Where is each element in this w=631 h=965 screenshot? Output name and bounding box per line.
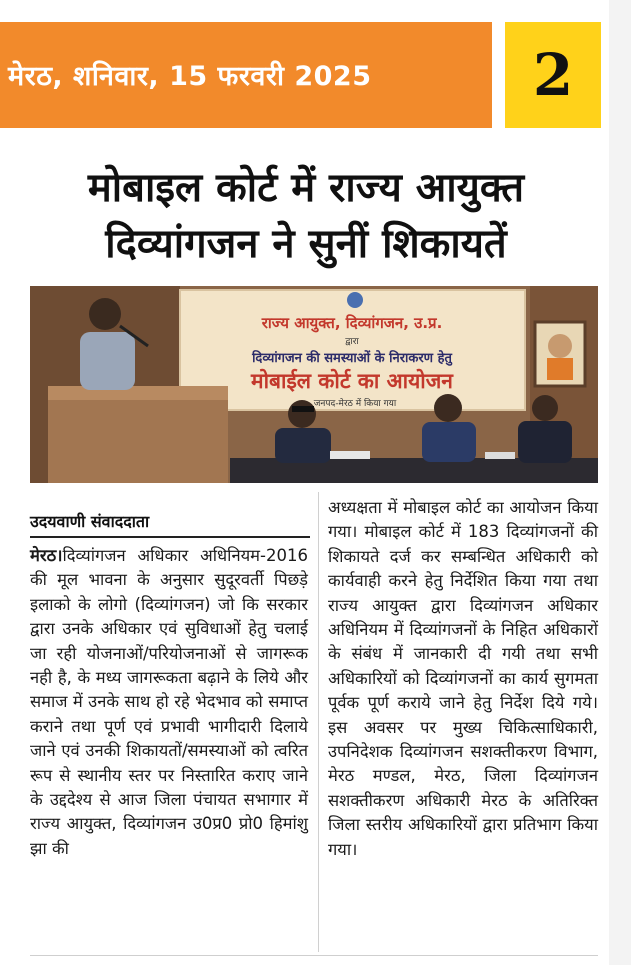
page-number: 2 xyxy=(505,22,601,128)
banner-line-3: दिव्यांगजन की समस्याओं के निराकरण हेतु xyxy=(252,351,452,366)
event-photo xyxy=(30,286,598,483)
byline: उदयवाणी संवाददाता xyxy=(30,510,310,538)
banner-line-4: मोबाईल कोर्ट का आयोजन xyxy=(251,369,453,393)
bottom-rule xyxy=(30,955,598,956)
article-column-left xyxy=(30,544,308,861)
banner-line-5: जनपद-मेरठ में किया गया xyxy=(313,399,397,409)
header-band xyxy=(0,22,492,128)
banner-line-2: द्वारा xyxy=(345,337,359,347)
column-divider xyxy=(318,492,319,952)
dateline-lead: मेरठ। xyxy=(30,546,63,565)
headline-line-1: मोबाइल कोर्ट में राज्य आयुक्त xyxy=(87,165,525,211)
article-text-left: दिव्यांगजन अधिकार अधिनियम-2016 की मूल भावना के अनुसार सुदूरवर्ती पिछड़े इलाको के लोगो (दिव्यांगजन) जो कि सरकार द्वारा उनके अधिकार एवं सुविधाओं हेतु चलाई जा रही योजनाओं/परियोजनाओं से जागरूक नही है, के मध्य जागरूकता बढ़ाने के लिये और समाज में उनके साथ हो रहे भेदभाव को समाप्त कराने तथा पूर्ण एवं प्रभावी भागीदारी दिलाये जाने एवं उनकी शिकायतों/समस्याओं को त्वरित रूप से स्थानीय स्तर पर निस्तारित कराए जाने के उद्ददेश्य से आज जिला पंचायत सभागार में राज्य आयुक्त, दिव्यांगजन उ0प्र0 प्रो0 हिमांशु झा की xyxy=(30,546,308,858)
dateline: मेरठ, शनिवार, 15 फरवरी 2025 xyxy=(8,61,372,92)
page-edge xyxy=(609,0,631,965)
banner-line-1: राज्य आयुक्त, दिव्यांगजन, उ.प्र. xyxy=(261,314,443,332)
headline xyxy=(8,160,604,272)
emblem-icon xyxy=(347,292,363,308)
article-column-right: अध्यक्षता में मोबाइल कोर्ट का आयोजन किया गया। मोबाइल कोर्ट में 183 दिव्यांगजनों की शिकायते दर्ज कर सम्बन्धित अधिकारी को कार्यवाही करने हेतु निर्देशित किया गया तथा राज्य आयुक्त द्वारा दिव्यांगजन अधिकार अधिनियम में दिव्यांगजनों के निहित अधिकारों के संबंध में जानकारी दी गयी तथा सभी अधिकारियों को दिव्यांगजनों का कार्य सुगमता पूर्वक पूर्ण कराये जाने हेतु निर्देश दिये गये। इस अवसर पर मुख्य चिकित्साधिकारी, उपनिदेशक दिव्यांगजन सशक्तीकरण विभाग, मेरठ मण्डल, मेरठ, जिला दिव्यांगजन सशक्तीकरण अधिकारी मेरठ के अतिरिक्त जिला स्तरीय अधिकारियों द्वारा प्रतिभाग किया गया। xyxy=(328,498,598,859)
headline-line-2: दिव्यांगजन ने सुनीं शिकायतें xyxy=(105,221,507,267)
